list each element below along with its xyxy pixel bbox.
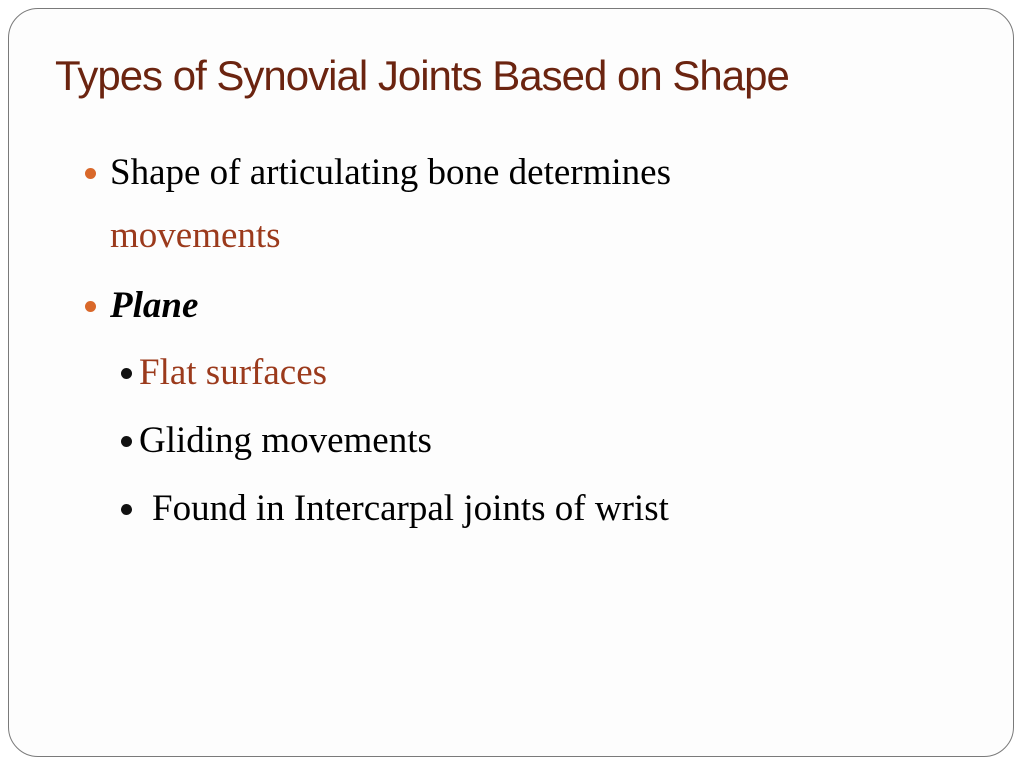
sub-bullet-dot-flat: [121, 368, 132, 379]
bullet-shape-continuation: movements: [110, 215, 281, 256]
bullet-dot-shape: [85, 168, 96, 179]
sub-bullet-gliding-movements: Gliding movements: [139, 420, 432, 461]
slide-frame: [8, 8, 1014, 757]
bullet-list: [9, 9, 1013, 756]
sub-bullet-dot-gliding: [121, 436, 132, 447]
sub-bullet-found-in: Found in Intercarpal joints of wrist: [152, 488, 669, 529]
bullet-dot-plane: [85, 301, 96, 312]
slide-title: Types of Synovial Joints Based on Shape: [55, 52, 789, 99]
sub-bullet-flat-surfaces: Flat surfaces: [139, 352, 328, 393]
bullet-plane-label: Plane: [110, 285, 199, 326]
sub-bullet-dot-found: [121, 504, 132, 515]
bullet-shape-text: Shape of articulating bone determines: [110, 152, 671, 193]
